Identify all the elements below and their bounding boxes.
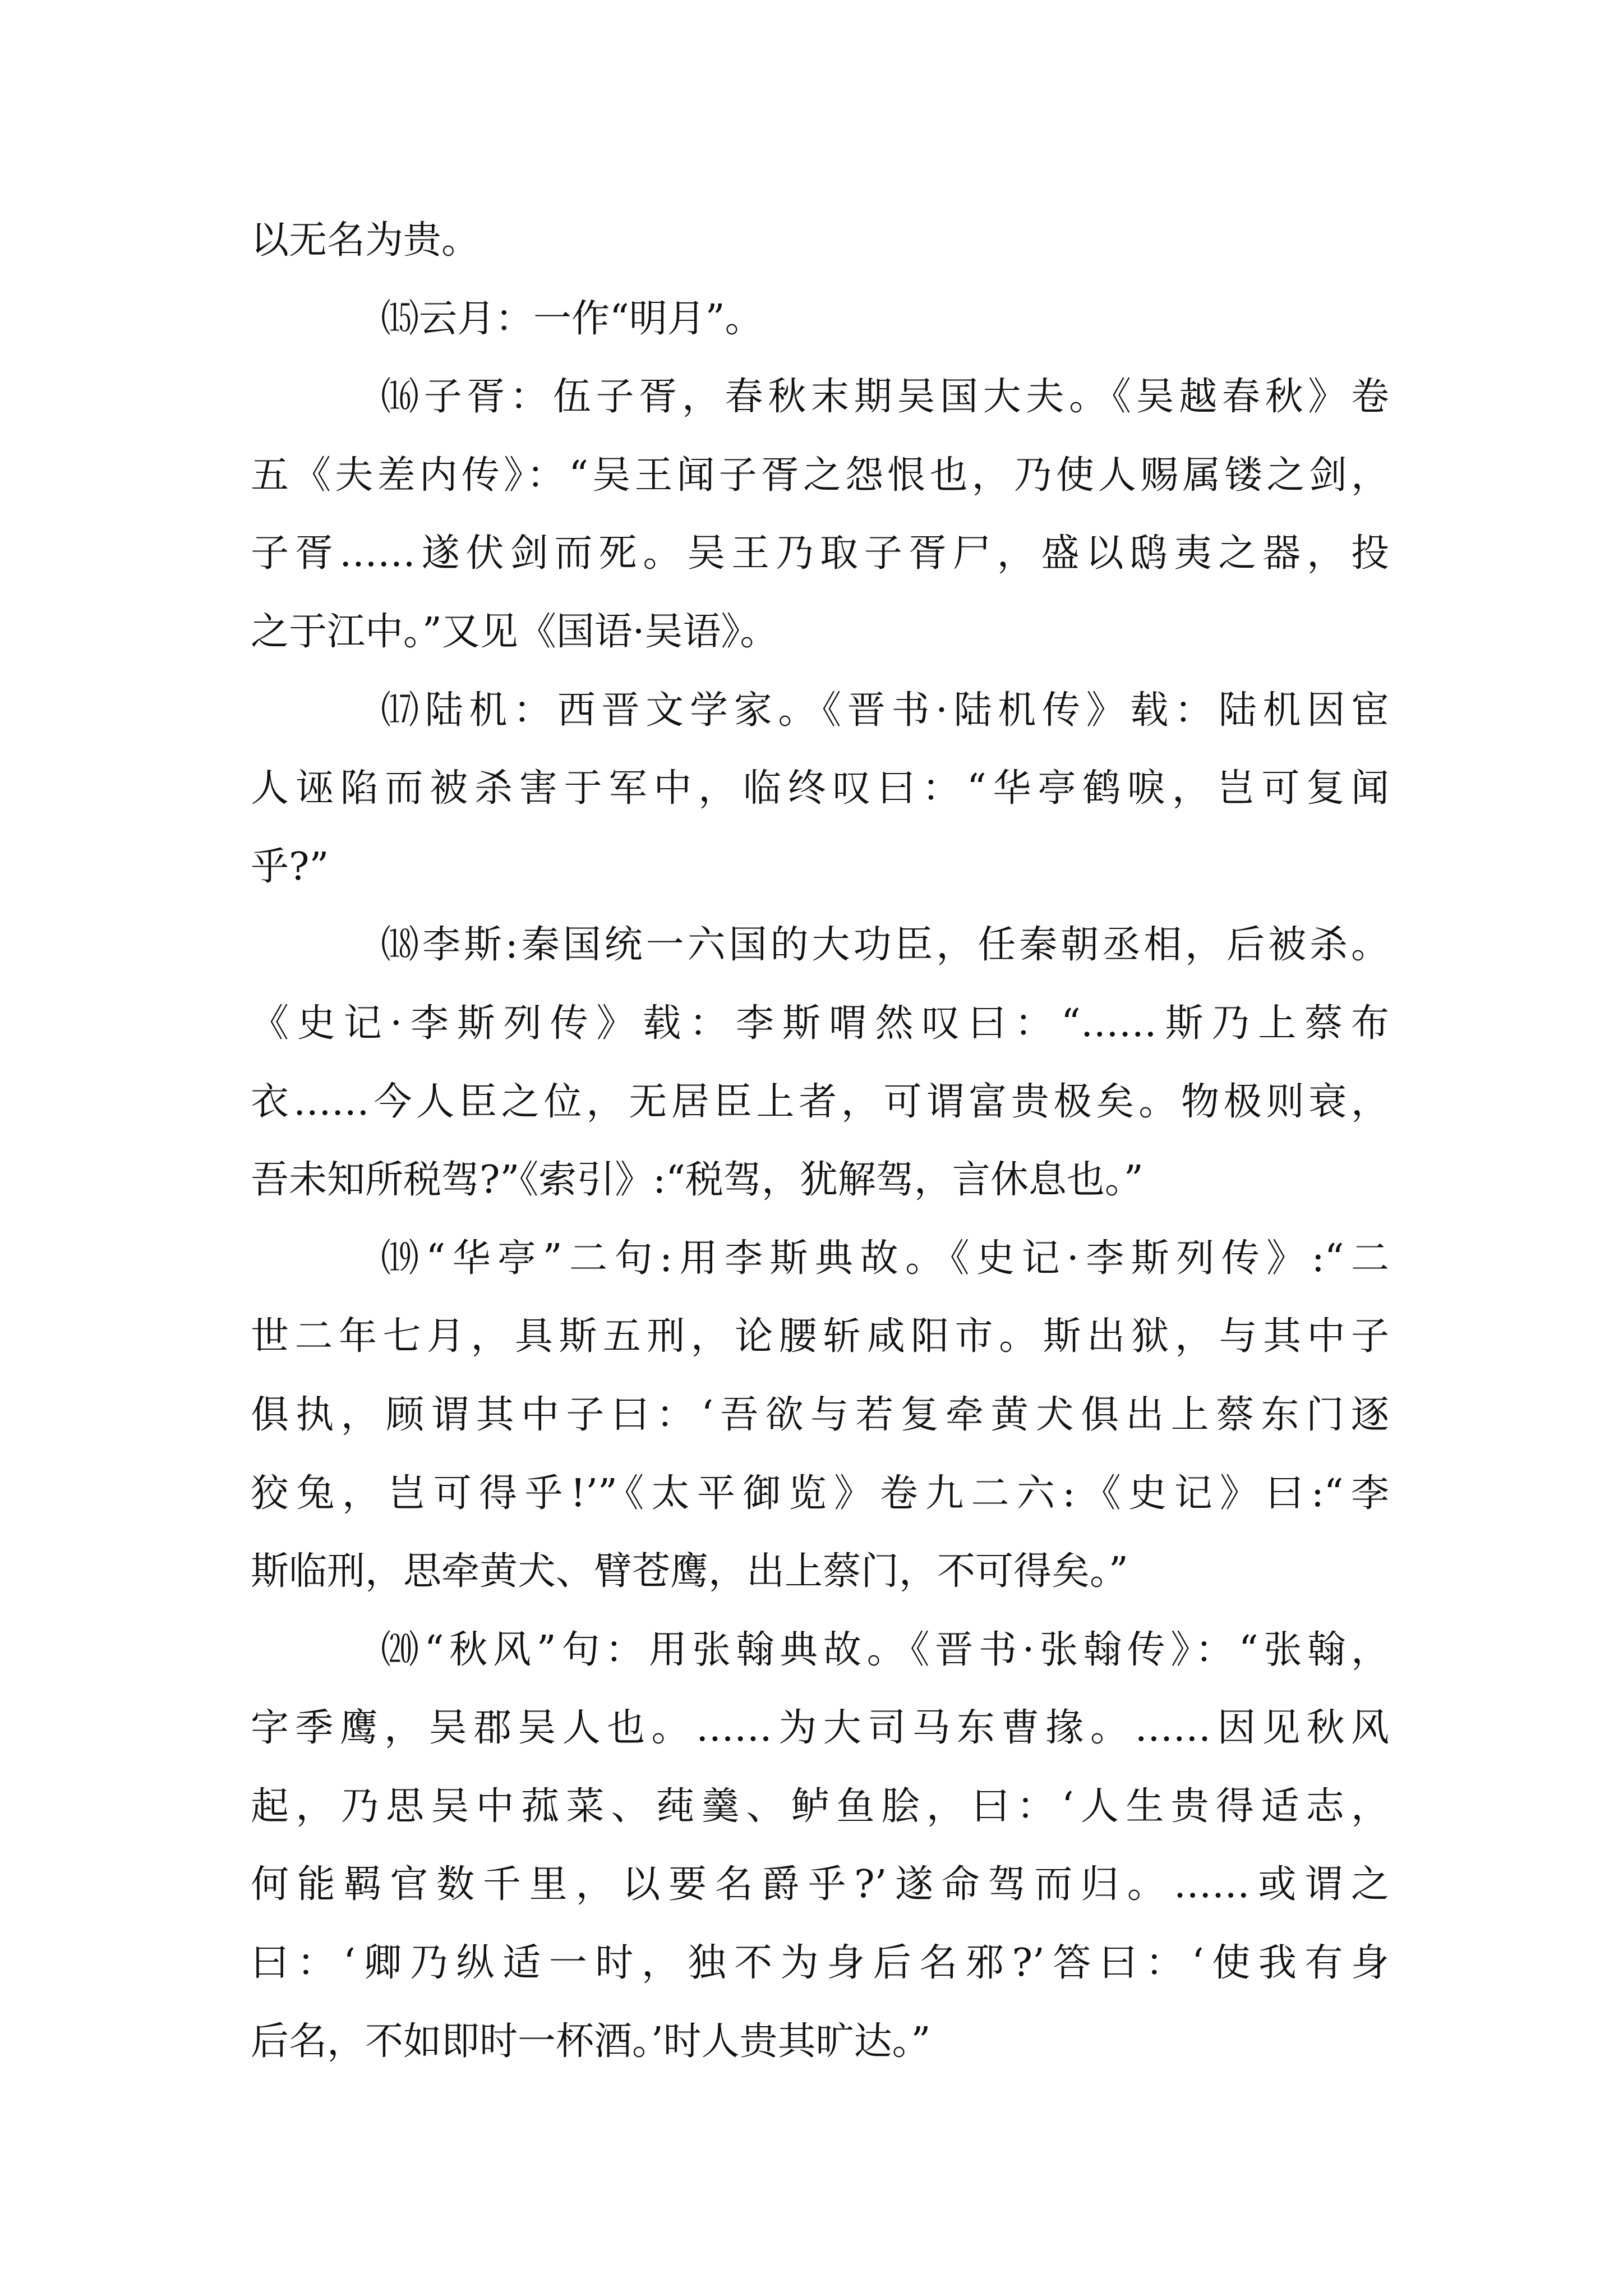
note-paragraph-18	[251, 906, 1389, 1219]
text-line: 俱执，顾谓其中子曰：‘吾欲与若复牵黄犬俱出上蔡东门逐	[251, 1392, 1389, 1437]
text-line: 乎?”	[251, 844, 329, 889]
text-line: 后名，不如即时一杯酒。’时人贵其旷达。”	[251, 2019, 931, 2064]
text-line: ⒄陆机：西晋文学家。《晋书·陆机传》载：陆机因宦	[381, 688, 1389, 733]
text-line: ⒃子胥：伍子胥，春秋末期吴国大夫。《吴越春秋》卷	[381, 375, 1389, 420]
text-line: 之于江中。”又见《国语·吴语》。	[251, 609, 778, 654]
text-line: 斯临刑，思牵黄犬、臂苍鹰，出上蔡门，不可得矣。”	[251, 1549, 1128, 1594]
text-line: 曰：‘卿乃纵适一时，独不为身后名邪?’答曰：‘使我有身	[251, 1941, 1389, 1986]
text-line: 起，乃思吴中菰菜、莼羹、鲈鱼脍，曰：‘人生贵得适志，	[251, 1784, 1389, 1829]
note-paragraph-19	[251, 1220, 1389, 1611]
note-paragraph-15	[251, 280, 1389, 358]
text-line: ⒇“秋风”句：用张翰典故。《晋书·张翰传》：“张翰，	[381, 1627, 1389, 1672]
text-line: ⒆“华亭”二句:用李斯典故。《史记·李斯列传》:“二	[381, 1236, 1389, 1281]
note-paragraph-20	[251, 1611, 1389, 2081]
text-line: 世二年七月，具斯五刑，论腰斩咸阳市。斯出狱，与其中子	[251, 1314, 1389, 1359]
text-line: ⒂云月：一作“明月”。	[381, 296, 763, 341]
text-line: ⒅李斯:秦国统一六国的大功臣，任秦朝丞相，后被杀。	[381, 923, 1389, 968]
text-line: 子胥……遂伏剑而死。吴王乃取子胥尸，盛以鸱夷之器，投	[251, 531, 1389, 576]
text-line: 人诬陷而被杀害于军中，临终叹曰：“华亭鹤唳，岂可复闻	[251, 766, 1389, 811]
document-body	[251, 201, 1389, 2081]
note-paragraph-17	[251, 671, 1389, 907]
text-line: 何能羁官数千里，以要名爵乎?’遂命驾而归。……或谓之	[251, 1862, 1389, 1907]
text-line: 吾未知所税驾?”《索引》:“税驾，犹解驾，言休息也。”	[251, 1158, 1144, 1203]
text-line: 字季鹰，吴郡吴人也。……为大司马东曹掾。……因见秋风	[251, 1706, 1389, 1751]
text-line: 五《夫差内传》：“吴王闻子胥之怨恨也，乃使人赐属镂之剑，	[251, 453, 1389, 498]
text-line: 衣……今人臣之位，无居臣上者，可谓富贵极矣。物极则衰，	[251, 1079, 1389, 1124]
text-line: 《史记·李斯列传》载：李斯喟然叹曰：“……斯乃上蔡布	[251, 1001, 1389, 1046]
text-line: 狡兔，岂可得乎!’”《太平御览》卷九二六:《史记》曰:“李	[251, 1471, 1389, 1516]
note-paragraph-16	[251, 358, 1389, 671]
note-paragraph-continuation	[251, 201, 1389, 280]
text-line: 以无名为贵。	[251, 218, 480, 263]
